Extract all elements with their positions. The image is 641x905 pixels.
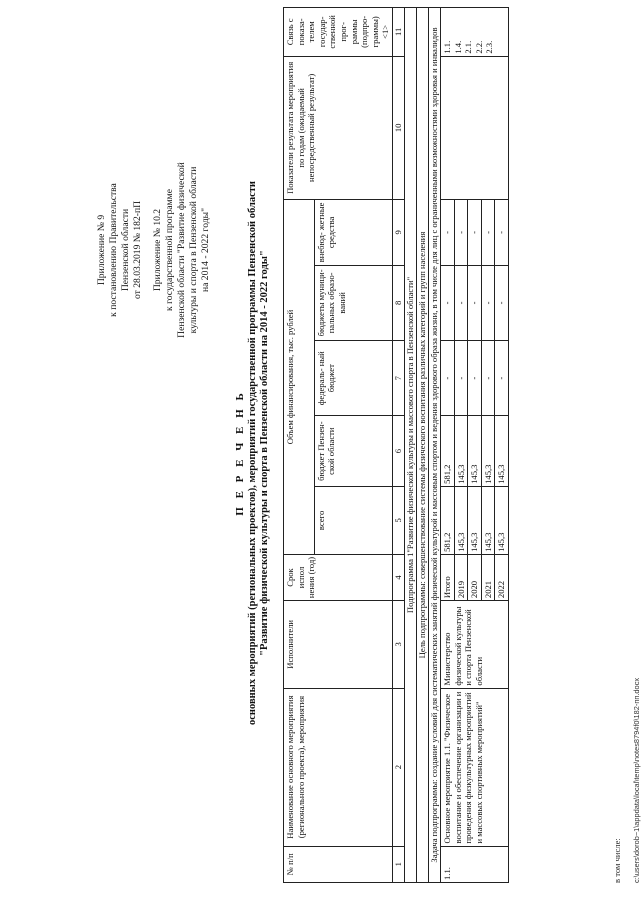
cell-regional: 145,3 (454, 416, 468, 486)
cell-federal: - (481, 341, 495, 416)
header-total: всего (314, 486, 392, 554)
title-heading: П Е Р Е Ч Е Н Ь (234, 390, 246, 516)
cell-municipal: - (440, 265, 454, 340)
cell-extra: - (454, 200, 468, 266)
header-row (284, 8, 315, 883)
subprogram-row (404, 8, 416, 883)
table-row (440, 8, 454, 883)
cell-municipal: - (468, 265, 482, 340)
header-indicators: Показатели результата мероприятия по годам (ожидаемый непосредственный результат) (284, 56, 393, 199)
cell-year: 2019 (454, 554, 468, 600)
activities-table (283, 7, 509, 883)
appendix-line: от 28.03.2019 № 182-пП (132, 200, 143, 300)
task-row (428, 8, 440, 883)
cell-year: 2021 (481, 554, 495, 600)
column-number: 8 (392, 265, 404, 340)
cell-year: 2020 (468, 554, 482, 600)
appendix-line: на 2014 - 2022 годы" (200, 208, 211, 293)
column-number: 5 (392, 486, 404, 554)
link-code: 2.1. (463, 40, 474, 54)
document-title (234, 23, 272, 883)
appendix-line: Пензенской области (120, 208, 131, 292)
link-code: 2.3. (484, 40, 495, 54)
cell-regional: 145,3 (468, 416, 482, 486)
title-program-name: "Развитие физической культуры и спорта в Пензенской области на 2014 - 2022 годы" (259, 250, 270, 656)
header-num: № п/п (284, 846, 393, 882)
cell-extra: - (495, 200, 509, 266)
cell-year: 2022 (495, 554, 509, 600)
header-funding: Объем финансирования, тыс. рублей (284, 200, 315, 555)
header-extra: внебюд- жетные средства (314, 200, 392, 266)
cell-federal: - (495, 341, 509, 416)
header-executor: Исполнители (284, 601, 393, 688)
appendix-line: культуры и спорта в Пензенской области (188, 166, 199, 334)
cell-municipal: - (495, 265, 509, 340)
subprogram-task: Задача подпрограммы: создание условий для систематических занятий физической культурой и массовым спортом и ведения здорового образа жизни, в том числе для лиц с ограниченными возможностями здоровья и инвалидов (428, 8, 440, 883)
page-footer (612, 678, 641, 883)
column-number: 7 (392, 341, 404, 416)
cell-federal: - (454, 341, 468, 416)
goal-row (416, 8, 428, 883)
footer-note: в том числе: (612, 838, 622, 883)
cell-total: 145,3 (468, 486, 482, 554)
cell-federal: - (440, 341, 454, 416)
appendix-line: Приложение № 9 (96, 214, 107, 286)
appendix-line: к государственной программе (164, 189, 175, 311)
header-term: Срок испол нения (год) (284, 554, 393, 600)
header-regional: бюджет Пензен- ской области (314, 416, 392, 486)
appendix-line: Пензенской области "Развитие физической (176, 162, 187, 338)
activity-name: Основное мероприятие 1.1. "Физическое воспитание и обеспечение организации и проведения физкультурных мероприятий и массовых спортивных мероприятий" (440, 688, 508, 846)
activity-executor: Министерство физической культуры и спорта Пензенской области (440, 601, 508, 688)
activity-num: 1.1. (440, 846, 508, 882)
header-federal: федераль- ный бюджет (314, 341, 392, 416)
column-number: 11 (392, 8, 404, 57)
column-numbers-row (392, 8, 404, 883)
cell-federal: - (468, 341, 482, 416)
column-number: 2 (392, 688, 404, 846)
column-number: 10 (392, 56, 404, 199)
header-municipal: бюджеты муници- пальных образо- ваний (314, 265, 392, 340)
header-name: Наименование основного мероприятия (регионального проекта), мероприятия (284, 688, 393, 846)
cell-extra: - (468, 200, 482, 266)
cell-total: 145,3 (454, 486, 468, 554)
cell-regional: 145,3 (481, 416, 495, 486)
cell-extra: - (481, 200, 495, 266)
column-number: 9 (392, 200, 404, 266)
column-number: 4 (392, 554, 404, 600)
activity-indicators (440, 56, 508, 199)
subprogram-goal: Цель подпрограммы: совершенствование системы физического воспитания различных категорий и групп населения (416, 8, 428, 883)
link-code: 1.4. (452, 40, 463, 54)
cell-year: Итого (440, 554, 454, 600)
column-number: 3 (392, 601, 404, 688)
cell-regional: 145,3 (495, 416, 509, 486)
cell-total: 145,3 (495, 486, 509, 554)
cell-total: 145,3 (481, 486, 495, 554)
link-code: 1.1. (441, 40, 452, 54)
appendix-block (96, 120, 212, 380)
header-link: Связь с показа- телем государ- ственной прог- раммы (подпро- граммы) <1> (284, 8, 393, 57)
appendix-line: к постановлению Правительства (108, 183, 119, 317)
cell-municipal: - (481, 265, 495, 340)
column-number: 6 (392, 416, 404, 486)
cell-regional: 581,2 (440, 416, 454, 486)
cell-extra: - (440, 200, 454, 266)
footer-file-path: c:\users\dorob~1\appdata\local\temp\notes8794f0\182-пп.docx (632, 677, 641, 883)
subprogram-title: Подпрограмма 1"Развитие физической культуры и массового спорта в Пензенской области" (404, 8, 416, 883)
title-subheading: основных мероприятий (региональных проектов), мероприятий государственной программы Пензенской области (246, 181, 258, 725)
column-number: 1 (392, 846, 404, 882)
appendix-line: Приложение № 10.2 (152, 208, 163, 292)
link-code: 2.2. (473, 40, 484, 54)
cell-total: 581,2 (440, 486, 454, 554)
activity-links (440, 8, 508, 57)
cell-municipal: - (454, 265, 468, 340)
